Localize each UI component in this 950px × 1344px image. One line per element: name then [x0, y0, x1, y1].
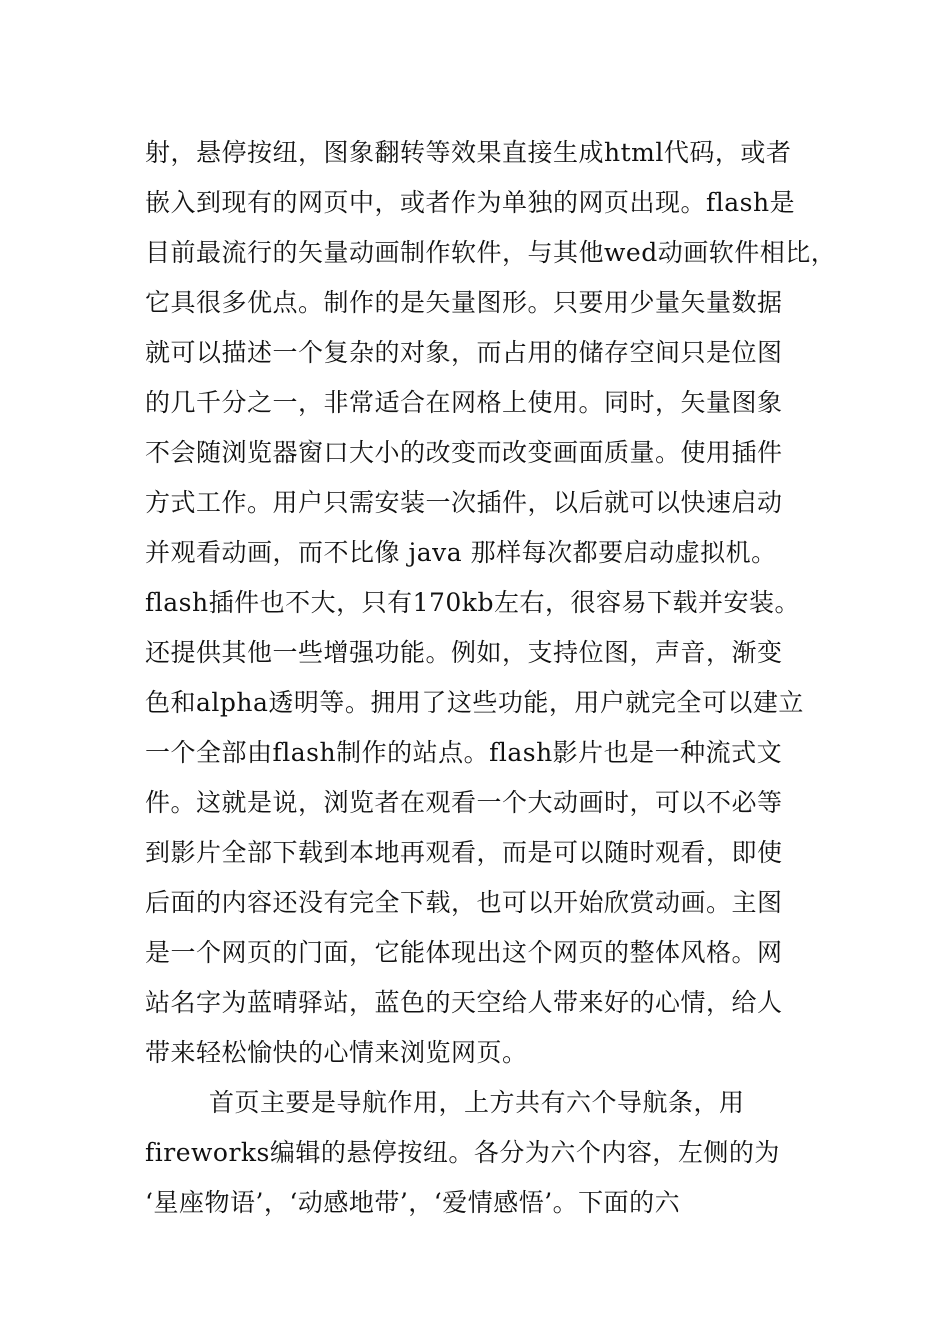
text-line: ‘星座物语’，‘动感地带’，‘爱情感悟’。下面的六 — [145, 1188, 681, 1217]
text-line: flash插件也不大，只有170kb左右，很容易下载并安装。 — [145, 588, 800, 617]
text-line: 方式工作。用户只需安装一次插件，以后就可以快速启动 — [145, 488, 783, 517]
text-line: 色和alpha透明等。拥用了这些功能，用户就完全可以建立 — [145, 688, 804, 717]
text-line: 不会随浏览器窗口大小的改变而改变画面质量。使用插件 — [145, 438, 783, 467]
text-line: 站名字为蓝晴驿站，蓝色的天空给人带来好的心情，给人 — [145, 988, 783, 1017]
text-line: fireworks编辑的悬停按纽。各分为六个内容，左侧的为 — [145, 1138, 780, 1167]
text-line: 它具很多优点。制作的是矢量图形。只要用少量矢量数据 — [145, 288, 783, 317]
text-line: 射，悬停按纽，图象翻转等效果直接生成html代码，或者 — [145, 138, 792, 167]
text-line: 的几千分之一，非常适合在网格上使用。同时，矢量图象 — [145, 388, 783, 417]
text-line: 带来轻松愉快的心情来浏览网页。 — [145, 1038, 528, 1067]
text-line: 还提供其他一些增强功能。例如，支持位图，声音，渐变 — [145, 638, 783, 667]
text-line: 后面的内容还没有完全下载，也可以开始欣赏动画。主图 — [145, 888, 783, 917]
text-line: 一个全部由flash制作的站点。flash影片也是一种流式文 — [145, 738, 783, 767]
text-line: 到影片全部下载到本地再观看，而是可以随时观看，即使 — [145, 838, 783, 867]
body-text — [145, 128, 837, 1228]
text-line: 并观看动画，而不比像 java 那样每次都要启动虚拟机。 — [145, 538, 777, 567]
text-line: 嵌入到现有的网页中，或者作为单独的网页出现。flash是 — [145, 188, 796, 217]
text-line: 件。这就是说，浏览者在观看一个大动画时，可以不必等 — [145, 788, 783, 817]
text-line: 目前最流行的矢量动画制作软件，与其他wed动画软件相比， — [145, 238, 837, 267]
text-line: 是一个网页的门面，它能体现出这个网页的整体风格。网 — [145, 938, 783, 967]
paragraph-first-line: 首页主要是导航作用，上方共有六个导航条，用 — [209, 1088, 745, 1117]
text-line: 就可以描述一个复杂的对象，而占用的储存空间只是位图 — [145, 338, 783, 367]
